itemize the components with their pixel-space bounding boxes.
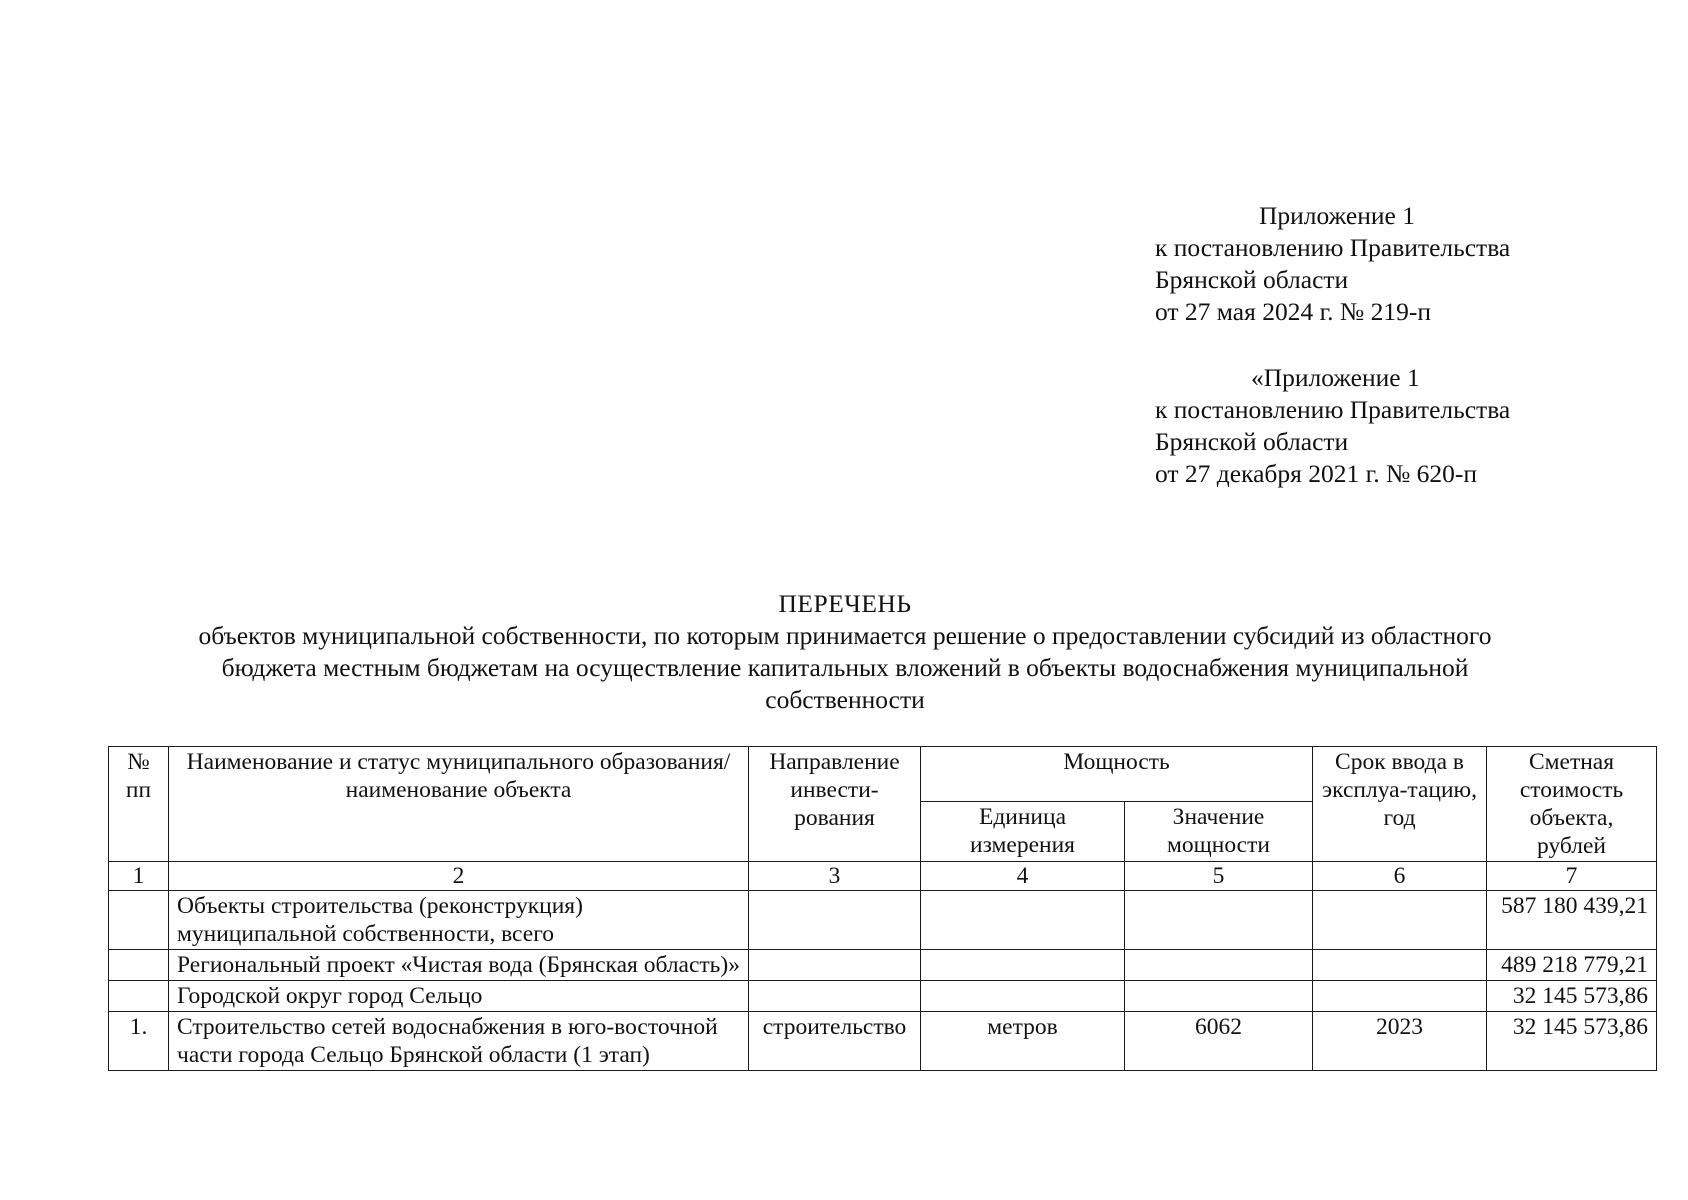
appendix-heading: «Приложение 1 bbox=[1251, 363, 1420, 392]
row-value bbox=[1125, 981, 1313, 1012]
row-unit bbox=[921, 950, 1125, 981]
appendix-line: Брянской области bbox=[1155, 427, 1349, 456]
row-term bbox=[1313, 891, 1487, 950]
header-num: № пп bbox=[109, 747, 169, 862]
row-value bbox=[1125, 891, 1313, 950]
column-number: 4 bbox=[921, 862, 1125, 891]
header-value: Значение мощности bbox=[1125, 802, 1313, 862]
row-direction bbox=[749, 950, 921, 981]
table-row bbox=[109, 950, 1657, 981]
row-num bbox=[109, 950, 169, 981]
row-cost: 32 145 573,86 bbox=[1487, 981, 1657, 1012]
title-line: объектов муниципальной собственности, по которым принимается решение о предоставлении субсидий из областного bbox=[198, 621, 1492, 650]
column-number: 2 bbox=[169, 862, 749, 891]
appendix-date: от 27 декабря 2021 г. № 620-п bbox=[1155, 459, 1478, 488]
row-num: 1. bbox=[109, 1012, 169, 1071]
row-term bbox=[1313, 950, 1487, 981]
table-row bbox=[109, 891, 1657, 950]
header-row bbox=[109, 747, 1657, 802]
column-number: 5 bbox=[1125, 862, 1313, 891]
row-unit: метров bbox=[921, 1012, 1125, 1071]
table-row bbox=[109, 981, 1657, 1012]
row-unit bbox=[921, 981, 1125, 1012]
row-name: Региональный проект «Чистая вода (Брянская область)» bbox=[169, 950, 749, 981]
header-capacity: Мощность bbox=[921, 747, 1313, 802]
row-direction bbox=[749, 891, 921, 950]
row-term bbox=[1313, 981, 1487, 1012]
header-cost: Сметная стоимость объекта, рублей bbox=[1487, 747, 1657, 862]
title-line: собственности bbox=[765, 685, 925, 714]
appendix-heading: Приложение 1 bbox=[1259, 201, 1415, 230]
column-number: 3 bbox=[749, 862, 921, 891]
appendix-date: от 27 мая 2024 г. № 219-п bbox=[1155, 297, 1431, 326]
row-name: Строительство сетей водоснабжения в юго-восточной части города Сельцо Брянской области (1 этап) bbox=[169, 1012, 749, 1071]
row-unit bbox=[921, 891, 1125, 950]
header-name: Наименование и статус муниципального образования/ наименование объекта bbox=[169, 747, 749, 862]
appendix-line: к постановлению Правительства bbox=[1155, 395, 1511, 424]
column-number: 1 bbox=[109, 862, 169, 891]
appendix-line: Брянской области bbox=[1155, 265, 1349, 294]
objects-table bbox=[108, 746, 1657, 1071]
table-row bbox=[109, 1012, 1657, 1071]
appendix-original bbox=[1155, 362, 1625, 490]
appendix-current bbox=[1155, 200, 1625, 328]
column-number-row bbox=[109, 862, 1657, 891]
row-value: 6062 bbox=[1125, 1012, 1313, 1071]
row-cost: 32 145 573,86 bbox=[1487, 1012, 1657, 1071]
row-direction bbox=[749, 981, 921, 1012]
column-number: 6 bbox=[1313, 862, 1487, 891]
row-value bbox=[1125, 950, 1313, 981]
row-num bbox=[109, 891, 169, 950]
row-cost: 489 218 779,21 bbox=[1487, 950, 1657, 981]
row-name: Городской округ город Сельцо bbox=[169, 981, 749, 1012]
row-direction: строительство bbox=[749, 1012, 921, 1071]
column-number: 7 bbox=[1487, 862, 1657, 891]
title-line: бюджета местным бюджетам на осуществление капитальных вложений в объекты водоснабжения муниципальной bbox=[221, 653, 1469, 682]
header-unit: Единица измерения bbox=[921, 802, 1125, 862]
row-name: Объекты строительства (реконструкция) муниципальной собственности, всего bbox=[169, 891, 749, 950]
row-num bbox=[109, 981, 169, 1012]
appendix-line: к постановлению Правительства bbox=[1155, 233, 1511, 262]
row-cost: 587 180 439,21 bbox=[1487, 891, 1657, 950]
document-title bbox=[110, 588, 1580, 716]
header-direction: Направление инвести-рования bbox=[749, 747, 921, 862]
title-main: ПЕРЕЧЕНЬ bbox=[778, 589, 912, 618]
row-term: 2023 bbox=[1313, 1012, 1487, 1071]
header-term: Срок ввода в эксплуа-тацию, год bbox=[1313, 747, 1487, 862]
